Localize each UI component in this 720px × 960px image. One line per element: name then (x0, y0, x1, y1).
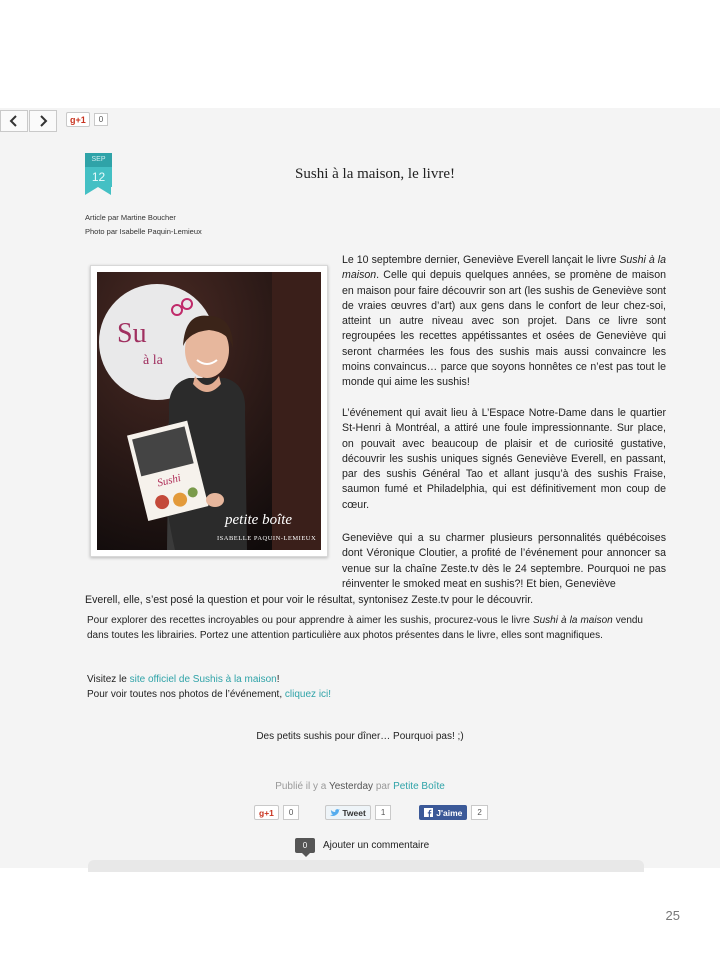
paragraph-3: Geneviève qui a su charmer plusieurs personnalités québécoises dont Véronique Cloutier, a profité de l’événement pour annoncer sa venue sur la chaîne Zeste.tv dès le 24 septembre. Pourquoi ne pas réinventer le smoked meat en sushis?! Et bien, Geneviève (342, 532, 666, 590)
gplus-footer-count: 0 (283, 805, 299, 820)
closing-line: Des petits sushis pour dîner… Pourquoi pas! ;) (256, 731, 464, 742)
p4-text-a: Pour explorer des recettes incroyables ou pour apprendre à aimer les sushis, procurez-vous le livre (87, 615, 533, 626)
prev-button[interactable] (0, 110, 28, 132)
author-line: Article par Martine Boucher (85, 213, 176, 222)
date-day: 12 (85, 167, 112, 187)
photos-text: Pour voir toutes nos photos de l’événement, (87, 688, 285, 700)
svg-text:à la: à la (143, 353, 163, 368)
p4-text-b: vendu dans toutes les librairies. Portez une attention particulière aux photos présentes dans le livre, elles sont magnifiques. (87, 615, 643, 641)
comment-count-bubble: 0 (295, 838, 315, 853)
book-title-2: Sushi à la maison (532, 615, 613, 626)
book-title: Sushi à la maison (342, 254, 666, 282)
published-by: par (373, 781, 394, 792)
date-badge (85, 153, 112, 200)
article-title: Sushi à la maison, le livre! (295, 166, 455, 182)
visit-end: ! (276, 674, 280, 685)
date-month: SEP (85, 153, 112, 167)
photos-link[interactable]: cliquez ici! (284, 688, 332, 700)
author-link[interactable]: Petite Boîte (393, 781, 445, 792)
comments-panel-edge (88, 860, 644, 872)
paragraph-2: L’événement qui avait lieu à L’Espace Notre-Dame dans le quartier St-Henri à Montréal, a attiré une foule impressionnante. Sur place, on pouvait avec beaucoup de plaisir et de curiosité gustative, découvrir les sushis uniques signés Geneviève Everell, en passant, par des sushis Général Tao et allant jusqu’à des sushis Fraise, saumon fumé et Philadelphia, qui est définitivement mon coup de cœur. (342, 407, 666, 511)
photo-watermark: ISABELLE PAQUIN-LEMIEUX (217, 535, 317, 542)
photo-credit-line: Photo par Isabelle Paquin-Lemieux (85, 227, 202, 236)
gplus-footer-button[interactable]: g+1 (254, 805, 279, 820)
paragraph-4 (87, 614, 643, 643)
photo-logo: petite boîte (225, 512, 293, 528)
fb-count: 2 (471, 805, 487, 820)
add-comment-label[interactable]: Ajouter un commentaire (323, 840, 430, 851)
screenshot-area (0, 108, 720, 868)
official-site-link[interactable]: site officiel de Sushis à la maison (129, 674, 277, 685)
paragraph-links (87, 673, 643, 702)
tweet-label: Tweet (342, 807, 366, 818)
photo-illustration (97, 272, 321, 550)
add-comment[interactable] (295, 838, 429, 853)
page-number: 25 (665, 908, 680, 923)
article-credits (85, 211, 202, 239)
paragraph-3-end: Everell, elle, s’est posé la question et pour voir le résultat, syntonisez Zeste.tv pour le découvrir. (85, 594, 534, 606)
article-photo (97, 272, 321, 550)
tweet-count: 1 (375, 805, 391, 820)
date-badge-tail (85, 187, 111, 195)
visit-text: Visitez le (87, 674, 130, 685)
svg-text:Sushi: Sushi (156, 472, 183, 490)
chevron-left-icon (9, 115, 19, 127)
published-line (0, 781, 720, 792)
article-photo-frame (90, 265, 328, 557)
paragraph-1 (342, 253, 666, 391)
share-buttons (254, 805, 488, 820)
next-button[interactable] (29, 110, 57, 132)
svg-text:Su: Su (117, 318, 147, 349)
facebook-icon (424, 808, 433, 817)
published-prefix: Publié il y a (275, 781, 329, 792)
fb-label: J'aime (436, 807, 463, 818)
p1-text-a: Le 10 septembre dernier, Geneviève Everell lançait le livre (342, 254, 620, 266)
gplus-count: 0 (94, 113, 108, 126)
chevron-right-icon (38, 115, 48, 127)
facebook-like-button[interactable] (419, 805, 467, 820)
p1-text-b: . Celle qui depuis quelques années, se promène de maison en maison pour faire découvrir son art (les sushis de Geneviève sont de vraies œuvres d’art) aux gens dans le confort de leur chez-soi, atteint un autre niveau avec son projet. Dans ce livre sont regroupées les recettes appétissantes et osées de Geneviève qui seront charmées les fous des sushis mais aussi convaincre les moins convaincus… parce que soyons honnêtes ce n’est pas tout le monde qui aime les sushis! (342, 269, 666, 389)
twitter-bird-icon (330, 809, 340, 817)
published-time: Yesterday (328, 781, 374, 792)
tweet-button[interactable] (325, 805, 370, 820)
gplus-share (66, 112, 108, 127)
gplus-button[interactable]: g+1 (66, 112, 90, 127)
